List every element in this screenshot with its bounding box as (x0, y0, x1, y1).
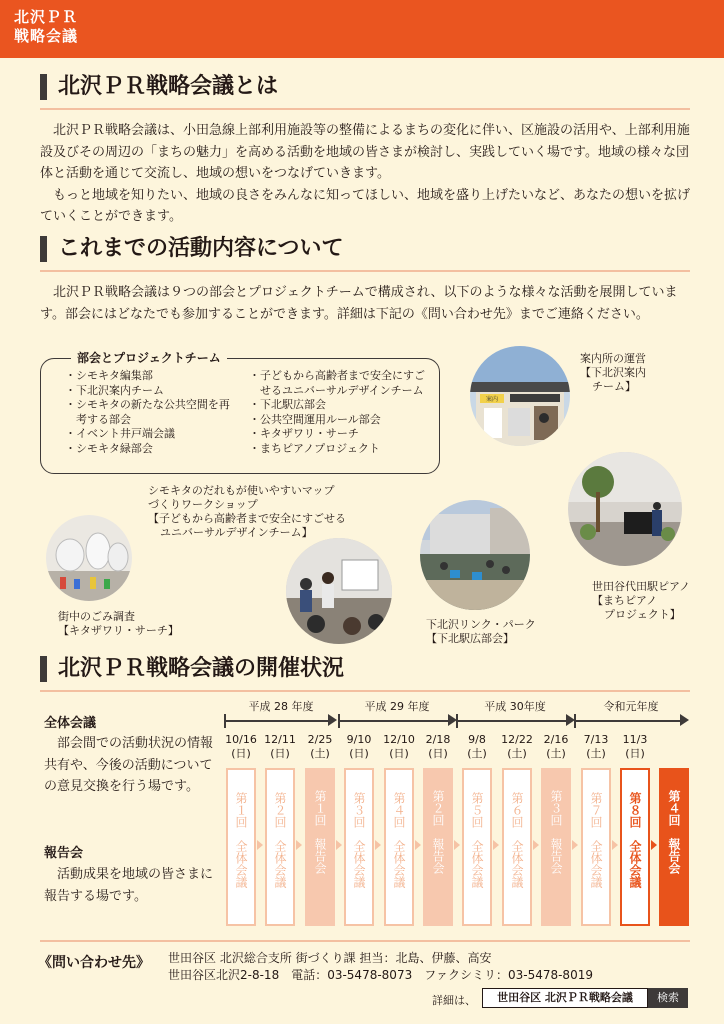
meeting-date-text: 2/16 (543, 733, 569, 746)
meeting-date (419, 733, 457, 761)
zentai-desc-text: 部会間での活動状況の情報共有や、今後の活動についての意見交換を行う場です。 (44, 736, 214, 794)
footer-rule (40, 940, 690, 942)
caption-line: 【子どもから高齢者まで安全にすごせる (148, 512, 346, 525)
caption-line: シモキタのだれもが使いやすいマップ (148, 484, 335, 497)
meeting-day-text: (日) (389, 747, 409, 760)
meeting-date-text: 2/25 (307, 733, 333, 746)
meeting-date (616, 733, 654, 761)
meeting-date-text: 12/11 (264, 733, 296, 746)
meeting-date-text: 11/3 (622, 733, 648, 746)
meeting-day-text: (土) (310, 747, 330, 760)
meeting-date (301, 733, 339, 761)
meeting-number: 第２回 (431, 790, 445, 826)
caption-line: 【キタザワリ・サーチ】 (58, 624, 179, 637)
contact-line-2: 世田谷区北沢2-8-18 電話：03-5478-8073 ファクシミリ：03-5478-8019 (168, 968, 593, 982)
caption-line: 案内所の運営 (580, 352, 646, 365)
caption-piano (592, 580, 690, 622)
meeting-number: 第４回 (392, 792, 406, 828)
meeting-type: 報告会 (313, 838, 327, 874)
contact-label: 《問い合わせ先》 (38, 955, 150, 971)
caption-line: 街中のごみ調査 (58, 610, 135, 623)
timeline-line (456, 720, 566, 722)
heading-bar (40, 236, 47, 262)
photo-annai-office (470, 346, 570, 446)
meeting-number: 第１回 (234, 792, 248, 828)
meeting-day-text: (土) (586, 747, 606, 760)
zentai-label: 全体会議 (44, 716, 97, 731)
meeting-type: 報告会 (549, 838, 563, 874)
meeting-type: 全体会議 (352, 840, 366, 888)
section-heading-activities (40, 234, 690, 264)
meeting-type: 報告会 (667, 838, 681, 874)
caption-line: 【まちピアノ (592, 594, 658, 607)
team-item: ・ 公共空間運用ルール部会 (249, 413, 429, 428)
contact-line-1: 世田谷区 北沢総合支所 街づくり課 担当：北島、伊藤、高安 (168, 951, 492, 965)
caption-line: ユニバーサルデザインチーム】 (160, 526, 313, 539)
photo-park-illustration (420, 500, 530, 610)
meeting-number: 第４回 (667, 790, 681, 826)
section-heading-about (40, 72, 690, 102)
general-meeting-card (344, 768, 374, 926)
meeting-type: 全体会議 (273, 840, 287, 888)
activities-paragraph: 北沢ＰＲ戦略会議は９つの部会とプロジェクトチームで構成され、以下のような様々な活動を展開しています。部会にはどなたでも参加することができます。詳細は下記の《問い合わせ先》までご連絡ください。 (40, 285, 678, 322)
meeting-number: 第８回 (628, 792, 642, 828)
timeline-chevron (336, 840, 342, 850)
meeting-number: 第５回 (470, 792, 484, 828)
caption-workshop (148, 484, 346, 540)
heading-bar (40, 74, 47, 100)
meeting-type: 全体会議 (628, 840, 642, 888)
photo-garbage-illustration (46, 515, 132, 601)
zentai-description (44, 733, 216, 798)
about-paragraph-2: もっと地域を知りたい、地域の良さをみんなに知ってほしい、地域を盛り上げたいなど、あなたの想いを拡げていくことができます。 (40, 187, 691, 224)
team-item: ・ イベント井戸端会議 (65, 427, 235, 442)
team-item: ・ 下北沢案内チーム (65, 384, 235, 399)
general-meeting-card (581, 768, 611, 926)
meeting-day-text: (土) (507, 747, 527, 760)
meeting-date (498, 733, 536, 761)
heading-rule (40, 108, 690, 110)
meeting-number: 第６回 (510, 792, 524, 828)
caption-line: プロジェクト】 (604, 608, 681, 621)
report-meeting-card (423, 768, 453, 926)
general-meeting-card (462, 768, 492, 926)
meeting-day-text: (日) (625, 747, 645, 760)
photo-station-piano (568, 452, 682, 566)
timeline-chevron (454, 840, 460, 850)
photo-map-workshop (286, 538, 392, 644)
meeting-type: 全体会議 (392, 840, 406, 888)
caption-line: 【下北沢案内 (580, 366, 646, 379)
meeting-number: 第７回 (589, 792, 603, 828)
timeline-chevron (375, 840, 381, 850)
meeting-date (261, 733, 299, 761)
team-list-right (249, 369, 429, 456)
meeting-date (222, 733, 260, 761)
caption-line: 【下北駅広部会】 (426, 632, 514, 645)
section-heading-schedule (40, 654, 690, 684)
timeline-chevron (415, 840, 421, 850)
meeting-day-text: (日) (349, 747, 369, 760)
general-meeting-card (265, 768, 295, 926)
timeline-chevron (651, 840, 657, 850)
meeting-date (537, 733, 575, 761)
report-meeting-card (541, 768, 571, 926)
timeline-chevron (296, 840, 302, 850)
general-meeting-card (620, 768, 650, 926)
meeting-day-text: (日) (428, 747, 448, 760)
meeting-day-text: (土) (546, 747, 566, 760)
meeting-number: 第１回 (313, 790, 327, 826)
meeting-date-text: 9/10 (346, 733, 372, 746)
caption-link-park (426, 618, 536, 646)
header-tab-line2: 戦略会議 (14, 27, 79, 45)
timeline-chevron (572, 840, 578, 850)
section-title-about: 北沢ＰＲ戦略会議とは (58, 74, 279, 99)
meeting-type: 全体会議 (234, 840, 248, 888)
general-meeting-card (502, 768, 532, 926)
timeline-chevron (612, 840, 618, 850)
meeting-date (458, 733, 496, 761)
contact-info (168, 950, 593, 984)
timeline-line (574, 720, 680, 722)
timeline-arrow (328, 714, 337, 726)
meeting-number: 第２回 (273, 792, 287, 828)
header-tab-label (14, 8, 78, 46)
meeting-date (340, 733, 378, 761)
caption-garbage (58, 610, 179, 638)
hokoku-label: 報告会 (44, 846, 84, 861)
meeting-date-text: 12/22 (501, 733, 533, 746)
activities-text (40, 282, 690, 325)
caption-line: 下北沢リンク・パーク (426, 618, 536, 631)
team-list-left (65, 369, 235, 456)
general-meeting-card (226, 768, 256, 926)
fiscal-year-label: 平成 28 年度 (248, 700, 314, 713)
header-tab-line1: 北沢ＰＲ (14, 8, 79, 26)
photo-link-park (420, 500, 530, 610)
svg-text:案内: 案内 (485, 396, 499, 403)
team-item: ・ まちピアノプロジェクト (249, 442, 429, 457)
caption-line: 世田谷代田駅ピアノ (592, 580, 691, 593)
team-item: ・ シモキタの新たな公共空間を再考する部会 (65, 398, 235, 427)
meeting-number: 第３回 (352, 792, 366, 828)
team-item: ・ キタザワリ・サーチ (249, 427, 429, 442)
meeting-date-text: 9/8 (468, 733, 486, 746)
team-item: ・ 子どもから高齢者まで安全にすごせるユニバーサルデザインチーム (249, 369, 429, 398)
team-list-box (40, 351, 440, 474)
meeting-day-text: (土) (467, 747, 487, 760)
photo-piano-illustration (568, 452, 682, 566)
report-meeting-card (659, 768, 689, 926)
meeting-date-text: 10/16 (225, 733, 257, 746)
section-title-schedule: 北沢ＰＲ戦略会議の開催状況 (58, 656, 345, 681)
header-tab (0, 0, 724, 58)
photo-annai-illustration (470, 346, 570, 446)
meeting-type: 全体会議 (589, 840, 603, 888)
team-item: ・ シモキタ編集部 (65, 369, 235, 384)
report-meeting-card (305, 768, 335, 926)
caption-line: づくりワークショップ (148, 498, 258, 511)
about-paragraph-1: 北沢ＰＲ戦略会議は、小田急線上部利用施設等の整備によるまちの変化に伴い、区施設の活用や、上部利用施設及びその周辺の「まちの魅力」を高める活動を地域の皆さまが検討し、実践していく場です。地域の様々な団体と活動を通じて交流し、地域の想いをつなげていきます。 (40, 123, 690, 181)
meeting-type: 報告会 (431, 838, 445, 874)
caption-annai (580, 352, 646, 394)
heading-rule (40, 690, 690, 692)
meeting-date-text: 7/13 (583, 733, 609, 746)
fiscal-year-label: 令和元年度 (603, 700, 659, 713)
timeline-line (224, 720, 328, 722)
photo-workshop-illustration (286, 538, 392, 644)
timeline-chevron (493, 840, 499, 850)
meeting-date (577, 733, 615, 761)
meeting-date-text: 2/18 (425, 733, 451, 746)
timeline-arrow (680, 714, 689, 726)
meeting-type: 全体会議 (510, 840, 524, 888)
team-item: ・ シモキタ緑部会 (65, 442, 235, 457)
photo-garbage-survey (46, 515, 132, 601)
team-item: ・ 下北駅広部会 (249, 398, 429, 413)
hokoku-description (44, 864, 216, 907)
timeline-chevron (257, 840, 263, 850)
fiscal-year-label: 平成 29 年度 (364, 700, 430, 713)
hokoku-desc-text: 活動成果を地域の皆さまに報告する場です。 (44, 867, 214, 904)
fiscal-year-label: 平成 30年度 (484, 700, 546, 713)
meeting-day-text: (日) (231, 747, 251, 760)
about-text (40, 120, 690, 228)
timeline-chevron (533, 840, 539, 850)
general-meeting-card (384, 768, 414, 926)
section-title-activities: これまでの活動内容について (58, 236, 344, 261)
meeting-date-text: 12/10 (383, 733, 415, 746)
heading-bar (40, 656, 47, 682)
timeline-line (338, 720, 448, 722)
heading-rule (40, 270, 690, 272)
meeting-day-text: (日) (270, 747, 290, 760)
caption-line: チーム】 (592, 380, 636, 393)
meeting-number: 第３回 (549, 790, 563, 826)
team-list-title: 部会とプロジェクトチーム (71, 349, 227, 367)
meeting-type: 全体会議 (470, 840, 484, 888)
search-button: 検索 (648, 988, 688, 1008)
search-keyword-box: 世田谷区 北沢ＰＲ戦略会議 (482, 988, 648, 1008)
detail-label: 詳細は、 (432, 994, 476, 1007)
meeting-date (380, 733, 418, 761)
